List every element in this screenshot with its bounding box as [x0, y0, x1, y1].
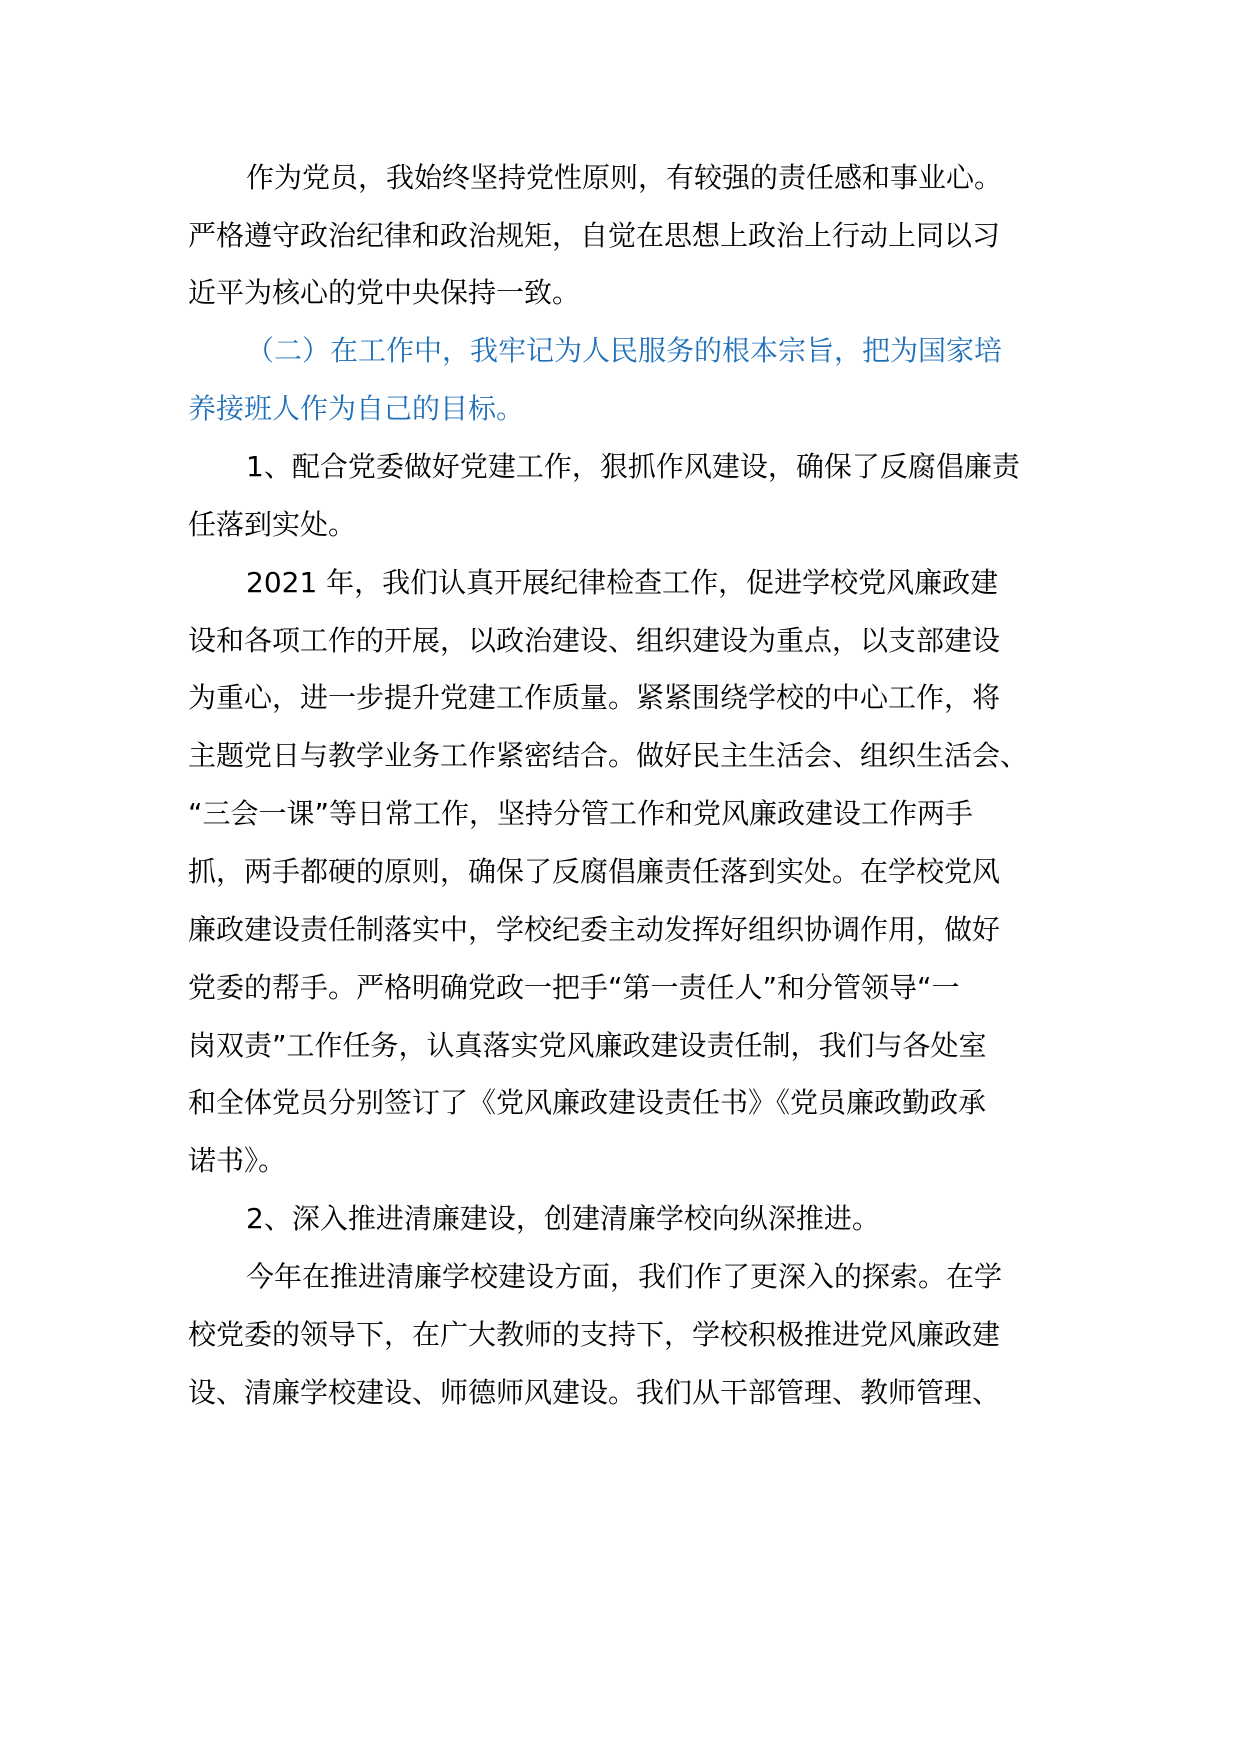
text-line: 诺书》。 [188, 1144, 287, 1177]
text-line: 为重心，进一步提升党建工作质量。紧紧围绕学校的中心工作，将 [188, 681, 1001, 714]
text-line: 设和各项工作的开展，以政治建设、组织建设为重点，以支部建设 [188, 624, 1001, 657]
text-line: 和全体党员分别签订了《党风廉政建设责任书》《党员廉政勤政承 [188, 1086, 987, 1119]
text-line: 作为党员，我始终坚持党性原则，有较强的责任感和事业心。 [246, 161, 1003, 194]
text-line: 任落到实处。 [188, 508, 357, 541]
text-line: 设、清廉学校建设、师德师风建设。我们从干部管理、教师管理、 [188, 1376, 1001, 1409]
text-line: 今年在推进清廉学校建设方面，我们作了更深入的探索。在学 [246, 1260, 1003, 1293]
text-line: 严格遵守政治纪律和政治规矩，自觉在思想上政治上行动上同以习 [188, 219, 1001, 252]
text-line: 1、配合党委做好党建工作，狠抓作风建设，确保了反腐倡廉责 [246, 450, 1020, 483]
text-line: 党委的帮手。严格明确党政一把手“第一责任人”和分管领导“一 [188, 971, 960, 1004]
section-heading-line: （二）在工作中，我牢记为人民服务的根本宗旨，把为国家培 [246, 334, 1003, 367]
text-line: 2、深入推进清廉建设，创建清廉学校向纵深推进。 [246, 1202, 880, 1235]
text-line: 廉政建设责任制落实中，学校纪委主动发挥好组织协调作用，做好 [188, 913, 1001, 946]
text-line: 校党委的领导下，在广大教师的支持下，学校积极推进党风廉政建 [188, 1318, 1001, 1351]
text-line: 抓，两手都硬的原则，确保了反腐倡廉责任落到实处。在学校党风 [188, 855, 1001, 888]
text-line: 近平为核心的党中央保持一致。 [188, 276, 581, 309]
text-line: 岗双责”工作任务，认真落实党风廉政建设责任制，我们与各处室 [188, 1029, 987, 1062]
text-line: 主题党日与教学业务工作紧密结合。做好民主生活会、组织生活会、 [188, 739, 1029, 772]
section-heading-line: 养接班人作为自己的目标。 [188, 392, 525, 425]
text-line: 2021 年，我们认真开展纪律检查工作，促进学校党风廉政建 [246, 566, 999, 599]
text-line: “三会一课”等日常工作，坚持分管工作和党风廉政建设工作两手 [188, 797, 974, 830]
